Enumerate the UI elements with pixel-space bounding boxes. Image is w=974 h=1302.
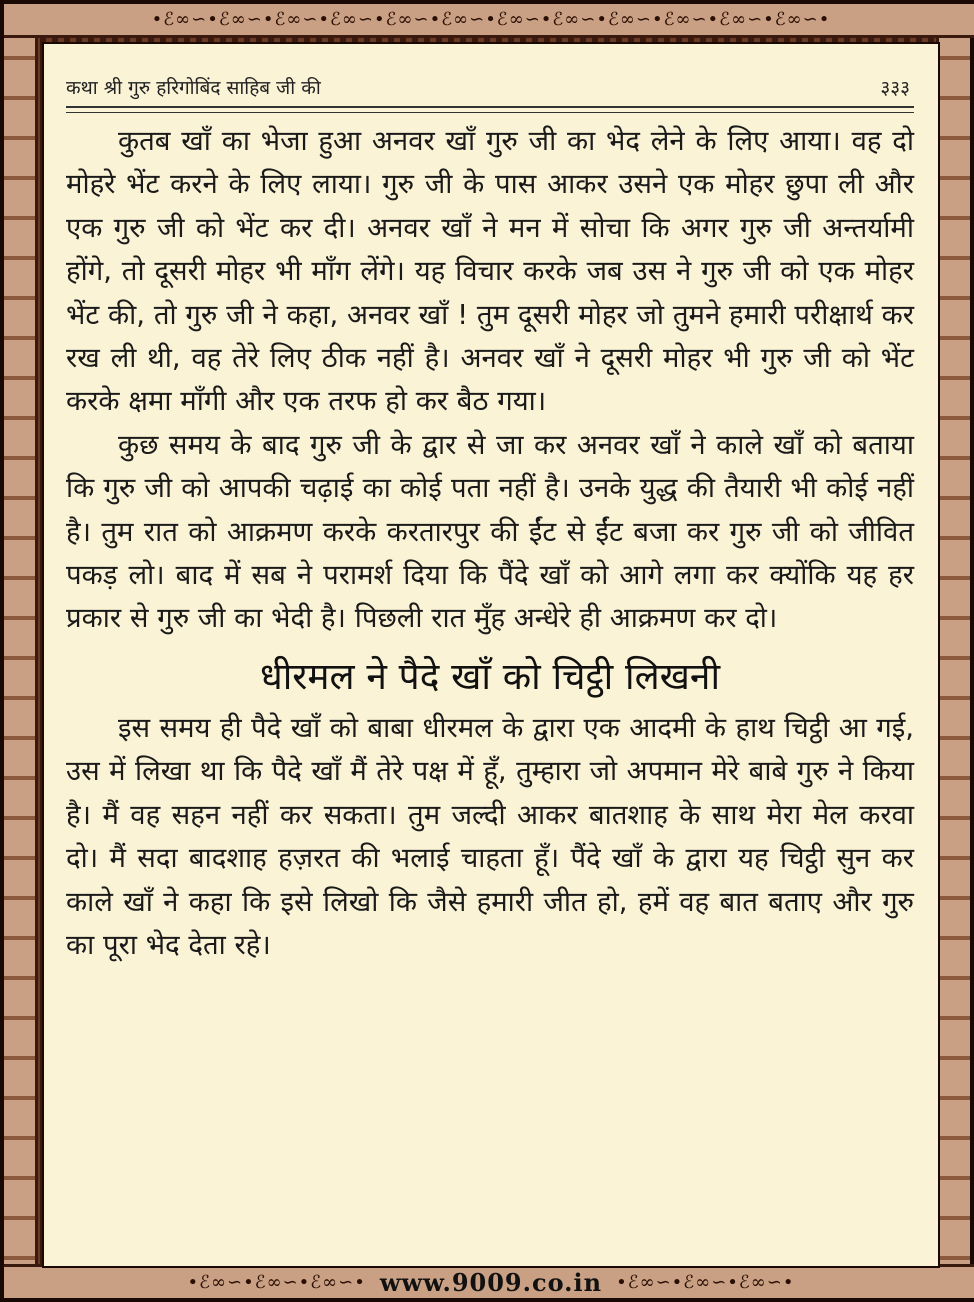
running-title: कथा श्री गुरु हरिगोबिंद साहिब जी की xyxy=(66,77,321,99)
border-right-ornament xyxy=(936,38,970,1272)
website-url[interactable]: www.9009.co.in xyxy=(379,1268,603,1297)
border-bottom-ornament xyxy=(4,1264,974,1298)
border-left-ornament xyxy=(4,38,38,1272)
section-heading: धीरमल ने पैदे खाँ को चिट्ठी लिखनी xyxy=(259,654,721,698)
paragraph-3: इस समय ही पैदे खाँ को बाबा धीरमल के द्वारा एक आदमी के हाथ चिट्ठी आ गई, उस में लिखा था कि पैदे खाँ मैं तेरे पक्ष में हूँ, तुम्हारा जो अपमान मेरे बाबे गुरु ने किया है। मैं वह सहन नहीं कर सकता। तुम जल्दी आकर बातशाह के साथ मेरा मेल करवा दो। मैं सदा बादशाह हज़रत की भलाई चाहता हूँ। पैंदे खाँ के द्वारा यह चिट्ठी सुन कर काले खाँ ने कहा कि इसे लिखो कि जैसे हमारी जीत हो, हमें वह बात बताए और गुरु का पूरा भेद देता रहे। xyxy=(66,711,914,961)
paragraph-1: कुतब खाँ का भेजा हुआ अनवर खाँ गुरु जी का भेद लेने के लिए आया। वह दो मोहरे भेंट करने के लिए लाया। गुरु जी के पास आकर उसने एक मोहर छुपा ली और एक गुरु जी को भेंट कर दी। अनवर खाँ ने मन में सोचा कि अगर गुरु जी अन्तर्यामी होंगे, तो दूसरी मोहर भी माँग लेंगे। यह विचार करके जब उस ने गुरु जी को एक मोहर भेंट की, तो गुरु जी ने कहा, अनवर खाँ ! तुम दूसरी मोहर जो तुमने हमारी परीक्षार्थ कर रख ली थी, वह तेरे लिए ठीक नहीं है। अनवर खाँ ने दूसरी मोहर भी गुरु जी को भेंट करके क्षमा माँगी और एक तरफ हो कर बैठ गया। xyxy=(66,125,914,418)
book-page xyxy=(42,42,940,1268)
border-top-ornament xyxy=(4,4,974,38)
ornament-pattern-bottom-left: •ℰ∞∽•ℰ∞∽•ℰ∞∽• xyxy=(187,1272,366,1293)
ornament-pattern-bottom-right: •ℰ∞∽•ℰ∞∽•ℰ∞∽• xyxy=(616,1272,795,1293)
page-header xyxy=(66,66,914,108)
paragraph-2: कुछ समय के बाद गुरु जी के द्वार से जा कर अनवर खाँ ने काले खाँ को बताया कि गुरु जी को आपकी चढ़ाई का कोई पता नहीं है। उनके युद्ध की तैयारी भी कोई नहीं है। तुम रात को आक्रमण करके करतारपुर की ईंट से ईंट बजा कर गुरु जी को जीवित पकड़ लो। बाद में सब ने परामर्श दिया कि पैंदे खाँ को आगे लगा कर क्योंकि यह हर प्रकार से गुरु जी का भेदी है। पिछली रात मुँह अन्धेरे ही आक्रमण कर दो। xyxy=(66,428,914,635)
page-number: ३३३ xyxy=(880,77,910,99)
ornament-pattern-top: •ℰ∞∽•ℰ∞∽•ℰ∞∽•ℰ∞∽•ℰ∞∽•ℰ∞∽•ℰ∞∽•ℰ∞∽•ℰ∞∽•ℰ∞∽•ℰ∞∽•ℰ∞∽• xyxy=(151,9,831,30)
page-body xyxy=(66,120,914,967)
